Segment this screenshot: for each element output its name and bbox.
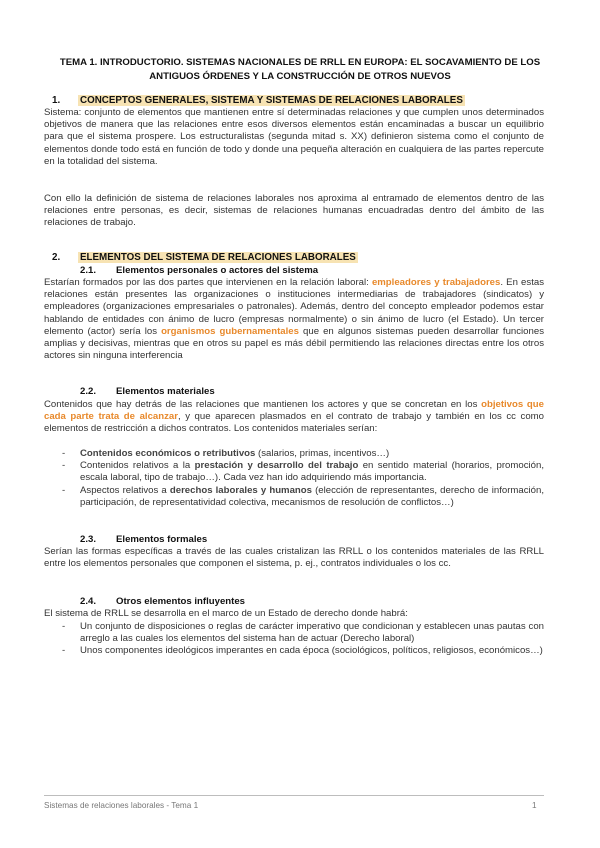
bold-term: derechos laborales y humanos bbox=[169, 484, 312, 496]
list-item: - Un conjunto de disposiciones o reglas de carácter imperativo que condicionan y establecen unas pautas con arreglo a las cuales los elementos del sistema han de actuar (Derecho laboral) bbox=[62, 621, 544, 645]
subsection-heading-2-2 bbox=[80, 385, 215, 398]
document-title: TEMA 1. INTRODUCTORIO. SISTEMAS NACIONALES DE RRLL EN EUROPA: EL SOCAVAMIENTO DE LOS ANTIGUOS ÓRDENES Y LA CONSTRUCCIÓN DE OTROS NUEVOS bbox=[59, 57, 541, 82]
paragraph-formales: Serían las formas específicas a través de las cuales cristalizan las RRLL o los contenidos materiales de las RRLL entre los elementos personales que componen el sistema, p. ej., contratos individuales o los cc. bbox=[44, 546, 544, 570]
list-item bbox=[62, 485, 544, 509]
text: que en algunos sistemas pueden desarrollar funciones amplias y decisivas, mientras que en otros su papel es más débil permitiendo las relaciones directas entre los otros actores sin ninguna interferencia bbox=[44, 325, 544, 362]
paragraph-influyentes: El sistema de RRLL se desarrolla en el marco de un Estado de derecho donde habrá: bbox=[44, 608, 408, 619]
subsection-number: 2.4. bbox=[80, 596, 97, 607]
footer-divider bbox=[44, 795, 544, 796]
subsection-number: 2.1. bbox=[80, 265, 97, 276]
section-number: 1. bbox=[52, 95, 61, 106]
list-item: - Unos componentes ideológicos imperantes en cada época (sociológicos, políticos, religiosos, económicos…) bbox=[62, 645, 544, 657]
text: (salarios, primas, incentivos…) bbox=[255, 448, 390, 459]
subsection-title: Elementos formales bbox=[116, 534, 208, 545]
section-title: CONCEPTOS GENERALES, SISTEMA Y SISTEMAS DE RELACIONES LABORALES bbox=[80, 95, 463, 106]
footer-text: Sistemas de relaciones laborales - Tema 1 bbox=[44, 801, 199, 810]
section-heading-2 bbox=[52, 251, 358, 264]
list-item bbox=[62, 448, 544, 460]
paragraph-definicion: Con ello la definición de sistema de relaciones laborales nos aproxima al entramado de elementos dentro de las relaciones entre personas, es decir, sistemas de relaciones humanas encuadradas dentro del ámbito de las relaciones de trabajo. bbox=[44, 193, 544, 229]
highlight-objetivos: objetivos que cada parte trata de alcanzar bbox=[44, 399, 544, 423]
subsection-heading-2-3 bbox=[80, 533, 207, 546]
text: Contenidos relativos a la bbox=[80, 460, 195, 472]
list-influyentes bbox=[62, 621, 544, 658]
paragraph-materiales bbox=[44, 399, 544, 436]
subsection-title: Elementos materiales bbox=[116, 386, 215, 397]
highlight-organismos: organismos gubernamentales bbox=[161, 325, 299, 337]
subsection-title: Elementos personales o actores del sistema bbox=[116, 265, 319, 276]
subsection-number: 2.2. bbox=[80, 386, 97, 397]
section-title: ELEMENTOS DEL SISTEMA DE RELACIONES LABORALES bbox=[80, 252, 356, 263]
subsection-heading-2-1 bbox=[80, 264, 318, 277]
section-heading-1 bbox=[52, 94, 465, 107]
highlight-empleadores: empleadores y trabajadores bbox=[371, 277, 501, 288]
list-item bbox=[62, 460, 544, 484]
subsection-heading-2-4 bbox=[80, 595, 245, 608]
text: Contenidos que hay detrás de las relaciones que mantienen los actores y que se concretan en los bbox=[44, 399, 482, 410]
paragraph-actores bbox=[44, 277, 544, 362]
bold-term: prestación y desarrollo del trabajo bbox=[194, 460, 359, 472]
subsection-number: 2.3. bbox=[80, 534, 97, 545]
text: . En estas relaciones están presentes las organizaciones o instituciones intermediarias de trabajadores (sindicatos) y empleadores (organizaciones empresariales o patronales). Además, dentro del concepto empleador podemos estar hablando de entidades con ánimo de lucro (empresas normalmente) o sin ánimo de lucro (el Estado). Un tercer elemento (actor) sería los bbox=[44, 277, 544, 337]
text: Aspectos relativos a bbox=[80, 484, 170, 496]
paragraph-sistema: Sistema: conjunto de elementos que mantienen entre sí determinadas relaciones y que cumplen unos determinados objetivos de manera que las relaciones entre esos diversos elementos están encaminadas a buscar un equilibrio para que el sistema prospere. Los estructuralistas (segunda mitad s. XX) definieron sistema como el conjunto de elementos donde todo está en función de todo y donde una pequeña alteración en cualquiera de las partes repercute en la totalidad del sistema. bbox=[44, 107, 544, 167]
bold-term: Contenidos económicos o retributivos bbox=[80, 448, 256, 459]
text: en sentido material (horarios, promoción, escala laboral, tipo de trabajo…). Cada vez han ido adquiriendo más importancia. bbox=[80, 460, 544, 484]
section-number: 2. bbox=[52, 252, 61, 263]
text: Estarían formados por las dos partes que intervienen en la relación laboral: bbox=[44, 277, 372, 288]
page-number: 1 bbox=[532, 801, 537, 810]
text: , y que aparecen plasmados en el contrato de trabajo y también en los cc como elementos de restricción a dichos contratos. Los contenidos materiales serían: bbox=[44, 411, 544, 435]
subsection-title: Otros elementos influyentes bbox=[116, 596, 246, 607]
text: (elección de representantes, derecho de información, participación, de representatividad colectiva, mecanismos de resolución de conflictos…) bbox=[80, 484, 544, 508]
list-contenidos bbox=[62, 448, 544, 509]
